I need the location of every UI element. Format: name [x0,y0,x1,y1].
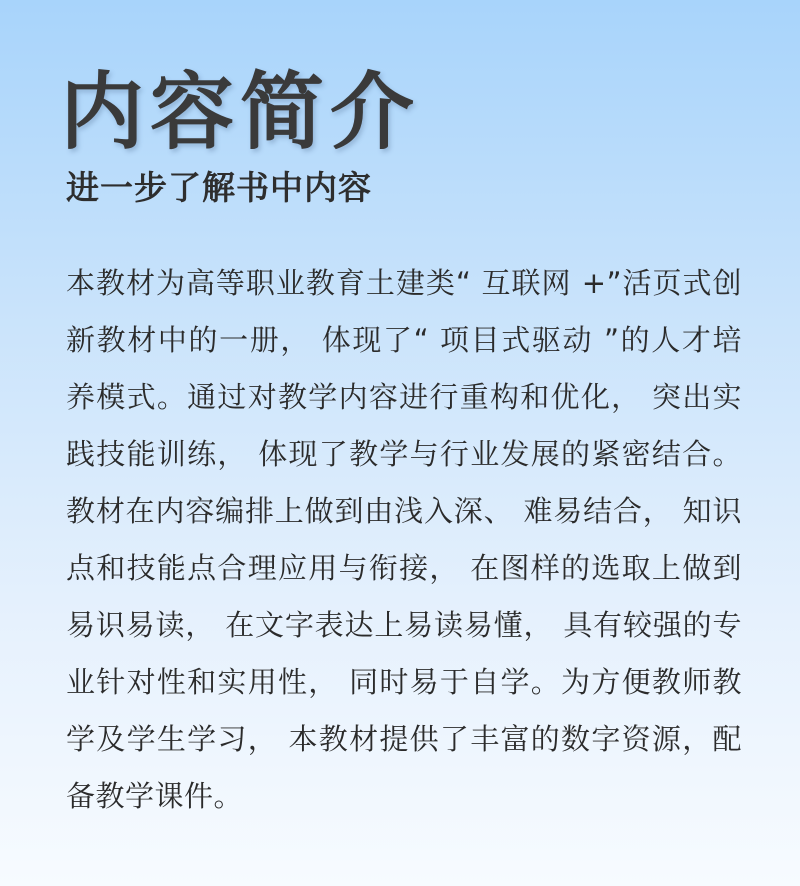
page-title: 内容简介 [60,63,421,161]
page-subtitle: 进一步了解书中内容 [66,168,372,207]
intro-paragraph: 本教材为高等职业教育土建类“ 互联网 +”活页式创新教材中的一册， 体现了“ 项目式驱动 ”的人才培养模式。通过对教学内容进行重构和优化， 突出实践技能训练， 体现了教学与行业发展的紧密结合。教材在内容编排上做到由浅入深、 难易结合， 知识点和技能点合理应用与衔接， 在图样的选取上做到易识易读， 在文字表达上易读易懂， 具有较强的专业针对性和实用性， 同时易于自学。为方便教师教学及学生学习， 本教材提供了丰富的数字资源，配备教学课件。 [66,266,742,813]
